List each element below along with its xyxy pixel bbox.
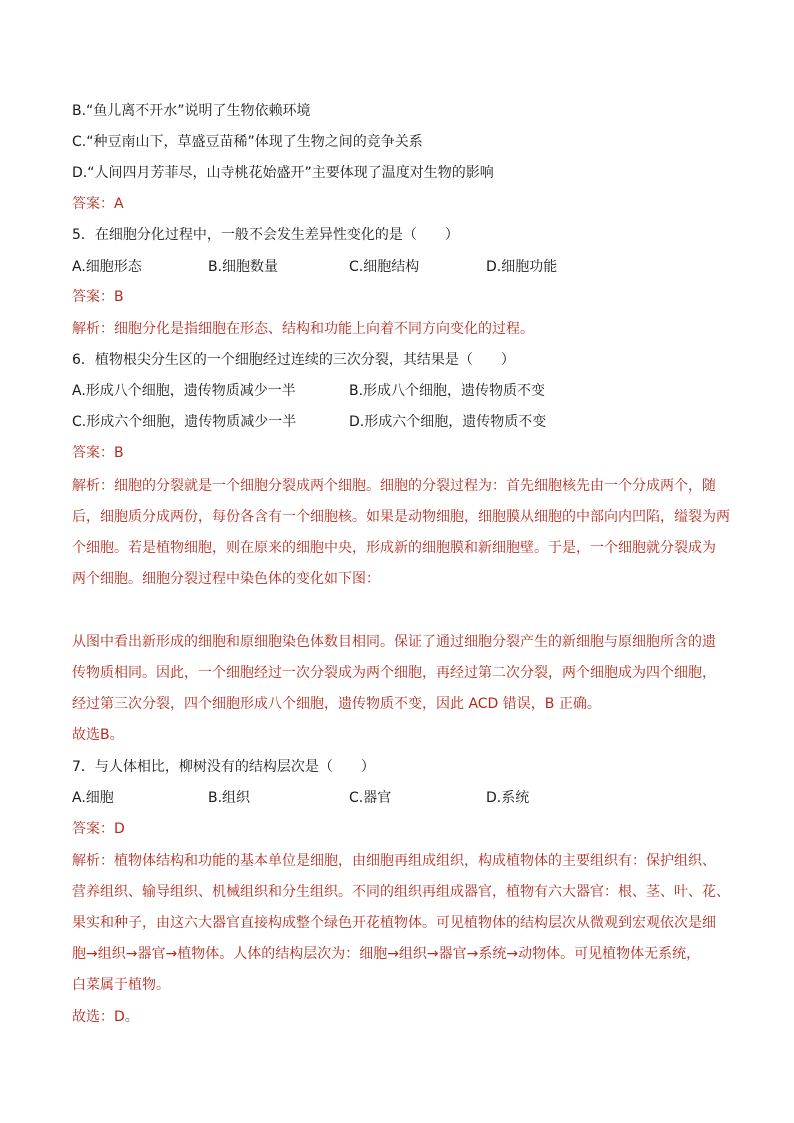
q6-analysis-line-7: 经过第三次分裂，四个细胞形成八个细胞，遗传物质不变，因此 ACD 错误，B 正确。 (72, 696, 601, 712)
q6-option-c: C.形成六个细胞，遗传物质减少一半 (72, 414, 297, 430)
q6-analysis-line-6: 传物质相同。因此，一个细胞经过一次分裂成为两个细胞，再经过第二次分裂，两个细胞成为四个细胞， (72, 665, 716, 681)
q6-option-a: A.形成八个细胞，遗传物质减少一半 (72, 383, 296, 399)
q5-option-c: C.细胞结构 (349, 259, 420, 275)
q4-option-d: D.“人间四月芳菲尽，山寺桃花始盛开”主要体现了温度对生物的影响 (72, 165, 494, 181)
q7-question: 7．与人体相比，柳树没有的结构层次是（ ） (72, 759, 375, 775)
q6-analysis-line-3: 个细胞。若是植物细胞，则在原来的细胞中央，形成新的细胞膜和新细胞壁。于是，一个细胞就分裂成为 (72, 540, 716, 556)
q7-conclusion: 故选：D。 (72, 1009, 139, 1025)
q7-analysis-line-2: 营养组织、输导组织、机械组织和分生组织。不同的组织再组成器官，植物有六大器官：根、茎、叶、花、 (72, 884, 730, 900)
q7-answer: 答案：D (72, 821, 125, 837)
q6-analysis-line-4: 两个细胞。细胞分裂过程中染色体的变化如下图： (72, 571, 380, 587)
q6-answer: 答案：B (72, 445, 124, 461)
q7-analysis-line-1: 解析：植物体结构和功能的基本单位是细胞，由细胞再组成组织，构成植物体的主要组织有：保护组织、 (72, 853, 716, 869)
q4-option-b: B.“鱼儿离不开水”说明了生物依赖环境 (72, 103, 311, 119)
q6-conclusion: 故选B。 (72, 727, 124, 743)
q5-analysis: 解析：细胞分化是指细胞在形态、结构和功能上向着不同方向变化的过程。 (72, 321, 534, 337)
q4-answer: 答案：A (72, 196, 124, 212)
q5-option-d: D.细胞功能 (486, 259, 558, 275)
q5-answer: 答案：B (72, 289, 124, 305)
q5-question: 5．在细胞分化过程中，一般不会发生差异性变化的是（ ） (72, 227, 459, 243)
q7-analysis-line-3: 果实和种子，由这六大器官直接构成整个绿色开花植物体。可见植物体的结构层次从微观到宏观依次是细 (72, 915, 716, 931)
q7-option-b: B.组织 (208, 790, 251, 806)
q7-option-d: D.系统 (486, 790, 530, 806)
q7-analysis-line-5: 白菜属于植物。 (72, 977, 170, 993)
q6-option-d: D.形成六个细胞，遗传物质不变 (349, 414, 547, 430)
q6-question: 6．植物根尖分生区的一个细胞经过连续的三次分裂，其结果是（ ） (72, 352, 515, 368)
q7-option-a: A.细胞 (72, 790, 114, 806)
q6-option-b: B.形成八个细胞，遗传物质不变 (349, 383, 546, 399)
q5-option-a: A.细胞形态 (72, 259, 142, 275)
q6-analysis-line-2: 后，细胞质分成两份，每份各含有一个细胞核。如果是动物细胞，细胞膜从细胞的中部向内凹陷，缢裂为两 (72, 509, 730, 525)
q5-option-b: B.细胞数量 (208, 259, 279, 275)
q7-analysis-line-4: 胞→组织→器官→植物体。人体的结构层次为：细胞→组织→器官→系统→动物体。可见植物体无系统， (72, 946, 701, 962)
q4-option-c: C.“种豆南山下，草盛豆苗稀”体现了生物之间的竞争关系 (72, 134, 423, 150)
q7-option-c: C.器官 (349, 790, 392, 806)
q6-analysis-line-5: 从图中看出新形成的细胞和原细胞染色体数目相同。保证了通过细胞分裂产生的新细胞与原细胞所含的遗 (72, 634, 716, 650)
q6-analysis-line-1: 解析：细胞的分裂就是一个细胞分裂成两个细胞。细胞的分裂过程为：首先细胞核先由一个分成两个，随 (72, 478, 716, 494)
